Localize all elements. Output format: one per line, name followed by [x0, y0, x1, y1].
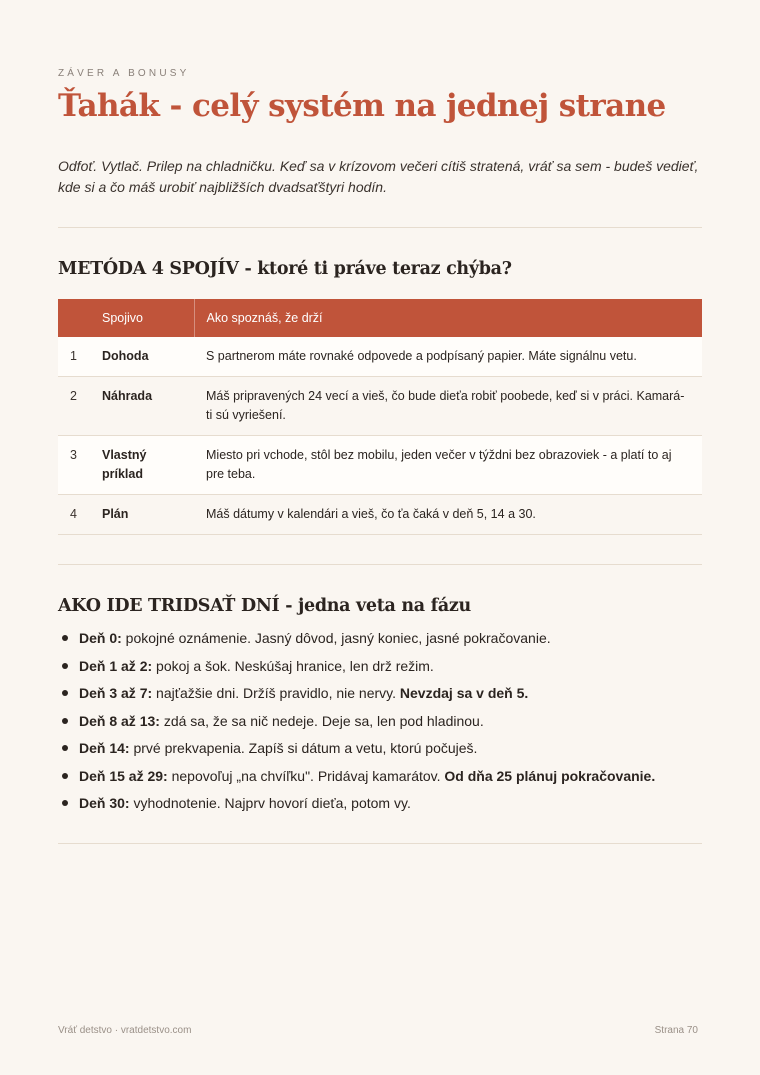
- day-text: pokoj a šok. Neskúšaj hranice, len drž režim.: [152, 657, 434, 674]
- day-emphasis: Nevzdaj sa v deň 5.: [399, 685, 529, 701]
- list-item: [58, 683, 708, 711]
- days-heading: AKO IDE TRIDSAŤ DNÍ - jedna veta na fázu: [58, 596, 471, 616]
- day-emphasis: Od dňa 25 plánuj pokračovanie.: [444, 767, 656, 784]
- list-item: [58, 628, 708, 656]
- day-label: Deň 8 až 13:: [79, 712, 160, 729]
- method-heading: METÓDA 4 SPOJÍV - ktoré ti práve teraz chýba?: [58, 259, 512, 279]
- row-description: Máš dátumy v kalendári a vieš, čo ťa čaká v deň 5, 14 a 30.: [194, 495, 702, 535]
- row-spojivo: Plán: [90, 495, 194, 535]
- page-number: Strana 70: [654, 1025, 698, 1036]
- list-item: [58, 793, 708, 821]
- divider: [58, 564, 702, 565]
- column-header-description: Ako spoznáš, že drží: [194, 299, 702, 337]
- table-row: [58, 495, 702, 535]
- day-text: nepovoľuj „na chvíľku". Pridávaj kamarátov.: [167, 767, 445, 784]
- day-label: Deň 0:: [79, 630, 122, 646]
- row-spojivo: Náhrada: [90, 377, 194, 436]
- divider: [58, 843, 702, 844]
- day-text: pokojné oznámenie. Jasný dôvod, jasný koniec, jasné pokračovanie.: [121, 630, 551, 646]
- day-label: Deň 30:: [79, 795, 130, 811]
- row-description: Miesto pri vchode, stôl bez mobilu, jeden večer v týždni bez obrazoviek - a platí to aj pre teba.: [194, 436, 702, 495]
- table-header-row: [58, 299, 702, 337]
- row-number: 2: [58, 377, 90, 436]
- day-label: Deň 15 až 29:: [79, 767, 168, 784]
- day-text: vyhodnotenie. Najprv hovorí dieťa, potom vy.: [129, 795, 411, 811]
- row-number: 3: [58, 436, 90, 495]
- section-eyebrow: ZÁVER A BONUSY: [58, 68, 190, 79]
- divider: [58, 227, 702, 228]
- table-row: [58, 337, 702, 377]
- intro-text: Odfoť. Vytlač. Prilep na chladničku. Keď sa v krízovom večeri cítiš stratená, vráť sa sem - budeš vedieť, kde si a čo máš urobiť najbližších dvadsaťštyri hodín.: [58, 158, 699, 195]
- table-row: [58, 377, 702, 436]
- column-header-spojivo: Spojivo: [90, 299, 194, 337]
- days-list: [58, 628, 708, 821]
- row-description: Máš pripravených 24 vecí a vieš, čo bude dieťa robiť poobede, keď si v práci. Kamará-ti sú vyriešení.: [194, 377, 702, 436]
- day-text: zdá sa, že sa nič nedeje. Deje sa, len pod hladinou.: [159, 712, 484, 729]
- method-table: [58, 299, 702, 535]
- row-spojivo: Vlastný príklad: [90, 436, 194, 495]
- day-label: Deň 14:: [79, 740, 130, 756]
- day-text: najťažšie dni. Držíš pravidlo, nie nervy.: [152, 685, 400, 701]
- column-header-number: [58, 299, 90, 337]
- row-spojivo: Dohoda: [90, 337, 194, 377]
- footer-brand: Vráť detstvo · vratdetstvo.com: [58, 1025, 192, 1036]
- list-item: [58, 766, 708, 794]
- row-number: 1: [58, 337, 90, 377]
- day-text: prvé prekvapenia. Zapíš si dátum a vetu, ktorú počuješ.: [129, 740, 478, 756]
- table-row: [58, 436, 702, 495]
- day-label: Deň 3 až 7:: [79, 685, 153, 701]
- row-number: 4: [58, 495, 90, 535]
- list-item: [58, 738, 708, 766]
- list-item: [58, 656, 708, 684]
- row-description: S partnerom máte rovnaké odpovede a podpísaný papier. Máte signálnu vetu.: [194, 337, 702, 377]
- day-label: Deň 1 až 2:: [79, 657, 153, 674]
- list-item: [58, 711, 708, 739]
- page-title: Ťahák - celý systém na jednej strane: [58, 88, 666, 124]
